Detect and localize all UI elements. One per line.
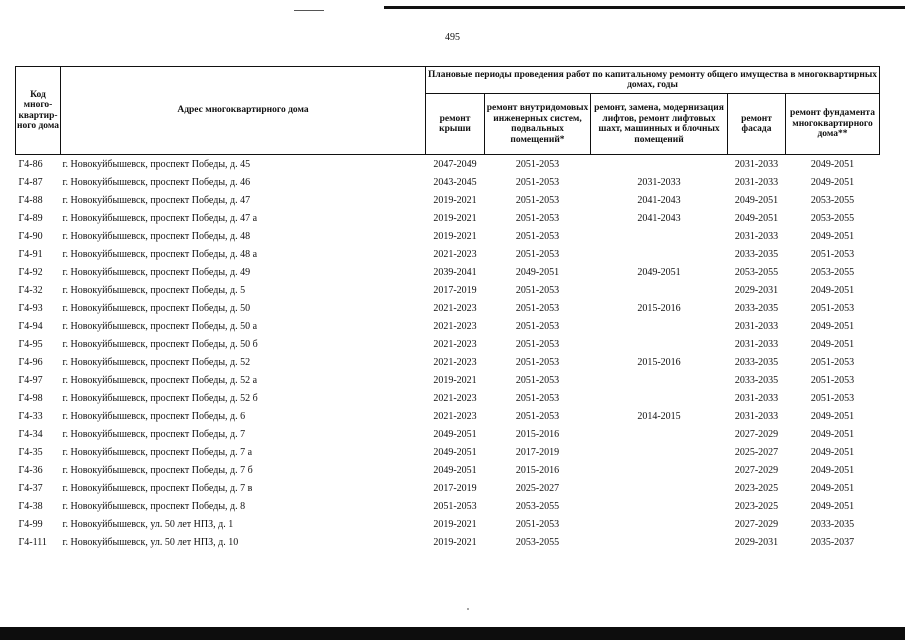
cell-engineering: 2051-2053 (515, 176, 560, 188)
cell-foundation: 2049-2051 (810, 500, 855, 512)
cell-foundation: 2049-2051 (810, 176, 855, 188)
cell-foundation: 2049-2051 (810, 464, 855, 476)
cell-address: г. Новокуйбышевск, проспект Победы, д. 7 б (62, 464, 253, 476)
cell-foundation: 2053-2055 (810, 266, 855, 278)
cell-facade: 2033-2035 (734, 248, 779, 260)
table-row (16, 335, 880, 353)
table-row (16, 425, 880, 443)
cell-roof: 2021-2023 (433, 320, 477, 332)
cell-facade: 2031-2033 (734, 230, 779, 242)
cell-roof: 2019-2021 (433, 230, 477, 242)
cell-facade: 2031-2033 (734, 158, 779, 170)
cell-lifts (591, 245, 728, 263)
cell-roof: 2019-2021 (433, 518, 477, 530)
cell-foundation: 2049-2051 (810, 158, 855, 170)
table-row (16, 299, 880, 317)
cell-foundation: 2051-2053 (810, 302, 855, 314)
cell-foundation: 2049-2051 (810, 230, 855, 242)
cell-facade: 2031-2033 (734, 338, 779, 350)
cell-foundation: 2051-2053 (810, 356, 855, 368)
cell-facade: 2031-2033 (734, 410, 779, 422)
cell-code: Г4-90 (18, 230, 43, 242)
cell-facade: 2033-2035 (734, 356, 779, 368)
cell-facade: 2029-2031 (734, 536, 779, 548)
cell-lifts (591, 227, 728, 245)
cell-code: Г4-37 (18, 482, 43, 494)
table-row (16, 353, 880, 371)
cell-foundation: 2053-2055 (810, 194, 855, 206)
cell-engineering: 2025-2027 (515, 482, 560, 494)
cell-engineering: 2053-2055 (515, 536, 560, 548)
cell-foundation: 2051-2053 (810, 248, 855, 260)
cell-lifts (591, 461, 728, 479)
cell-facade: 2033-2035 (734, 374, 779, 386)
cell-address: г. Новокуйбышевск, проспект Победы, д. 46 (62, 176, 251, 188)
cell-facade: 2025-2027 (734, 446, 779, 458)
cell-roof: 2021-2023 (433, 302, 477, 314)
cell-lifts (591, 155, 728, 174)
cell-code: Г4-88 (18, 194, 43, 206)
cell-roof: 2017-2019 (433, 284, 477, 296)
cell-foundation: 2049-2051 (810, 338, 855, 350)
cell-lifts (591, 317, 728, 335)
cell-lifts (591, 389, 728, 407)
cell-address: г. Новокуйбышевск, проспект Победы, д. 8 (62, 500, 246, 512)
cell-lifts (591, 533, 728, 551)
table-row (16, 281, 880, 299)
cell-address: г. Новокуйбышевск, проспект Победы, д. 50 (62, 302, 251, 314)
cell-facade: 2027-2029 (734, 428, 779, 440)
schedule-table-wrapper (15, 66, 880, 551)
cell-roof: 2019-2021 (433, 536, 477, 548)
cell-code: Г4-93 (18, 302, 43, 314)
cell-foundation: 2049-2051 (810, 410, 855, 422)
cell-foundation: 2035-2037 (810, 536, 855, 548)
cell-engineering: 2051-2053 (515, 392, 560, 404)
table-row (16, 263, 880, 281)
cell-lifts (591, 497, 728, 515)
cell-engineering: 2051-2053 (515, 338, 560, 350)
cell-code: Г4-97 (18, 374, 43, 386)
cell-code: Г4-32 (18, 284, 43, 296)
header-periods-group: Плановые периоды проведения работ по капитальному ремонту общего имущества в многоквартирных домах, годы (426, 67, 880, 94)
header-engineering: ремонт внутридомовых инженерных систем, подвальных помещений* (485, 94, 591, 155)
cell-lifts: 2015-2016 (637, 302, 681, 314)
cell-code: Г4-86 (18, 158, 43, 170)
cell-foundation: 2049-2051 (810, 446, 855, 458)
cell-code: Г4-91 (18, 248, 43, 260)
cell-address: г. Новокуйбышевск, проспект Победы, д. 7 (62, 428, 246, 440)
header-foundation: ремонт фундамента многоквартирного дома** (786, 94, 880, 155)
cell-code: Г4-34 (18, 428, 43, 440)
table-row (16, 515, 880, 533)
cell-address: г. Новокуйбышевск, проспект Победы, д. 49 (62, 266, 251, 278)
table-row (16, 407, 880, 425)
cell-engineering: 2051-2053 (515, 410, 560, 422)
cell-engineering: 2053-2055 (515, 500, 560, 512)
cell-code: Г4-96 (18, 356, 43, 368)
cell-facade: 2027-2029 (734, 518, 779, 530)
cell-engineering: 2051-2053 (515, 230, 560, 242)
cell-roof: 2049-2051 (433, 464, 477, 476)
table-row (16, 461, 880, 479)
cell-code: Г4-89 (18, 212, 43, 224)
cell-engineering: 2051-2053 (515, 302, 560, 314)
cell-engineering: 2051-2053 (515, 248, 560, 260)
table-row (16, 389, 880, 407)
cell-lifts (591, 515, 728, 533)
cell-facade: 2049-2051 (734, 194, 779, 206)
cell-address: г. Новокуйбышевск, проспект Победы, д. 48 а (62, 248, 258, 260)
repair-schedule-table (15, 66, 880, 551)
cell-code: Г4-95 (18, 338, 43, 350)
table-row (16, 479, 880, 497)
table-row (16, 155, 880, 174)
cell-foundation: 2033-2035 (810, 518, 855, 530)
cell-engineering: 2051-2053 (515, 194, 560, 206)
cell-lifts: 2014-2015 (637, 410, 681, 422)
cell-foundation: 2051-2053 (810, 392, 855, 404)
cell-code: Г4-38 (18, 500, 43, 512)
cell-roof: 2051-2053 (433, 500, 477, 512)
cell-address: г. Новокуйбышевск, ул. 50 лет НПЗ, д. 10 (62, 536, 239, 548)
cell-engineering: 2051-2053 (515, 320, 560, 332)
cell-foundation: 2049-2051 (810, 428, 855, 440)
cell-address: г. Новокуйбышевск, проспект Победы, д. 52 а (62, 374, 258, 386)
cell-facade: 2033-2035 (734, 302, 779, 314)
cell-roof: 2021-2023 (433, 338, 477, 350)
header-lifts: ремонт, замена, модернизация лифтов, ремонт лифтовых шахт, машинных и блочных помещений (591, 94, 728, 155)
cell-engineering: 2017-2019 (515, 446, 560, 458)
cell-roof: 2019-2021 (433, 194, 477, 206)
cell-engineering: 2049-2051 (515, 266, 560, 278)
cell-engineering: 2015-2016 (515, 428, 560, 440)
cell-address: г. Новокуйбышевск, проспект Победы, д. 7 в (62, 482, 253, 494)
cell-address: г. Новокуйбышевск, проспект Победы, д. 47 а (62, 212, 258, 224)
cell-roof: 2019-2021 (433, 212, 477, 224)
cell-lifts (591, 281, 728, 299)
header-address: Адрес многоквартирного дома (61, 67, 426, 155)
table-row (16, 209, 880, 227)
cell-foundation: 2049-2051 (810, 320, 855, 332)
cell-code: Г4-35 (18, 446, 43, 458)
cell-address: г. Новокуйбышевск, проспект Победы, д. 7 а (62, 446, 253, 458)
cell-address: г. Новокуйбышевск, проспект Победы, д. 6 (62, 410, 246, 422)
cell-foundation: 2053-2055 (810, 212, 855, 224)
table-row (16, 533, 880, 551)
cell-facade: 2049-2051 (734, 212, 779, 224)
cell-engineering: 2051-2053 (515, 212, 560, 224)
cell-code: Г4-36 (18, 464, 43, 476)
cell-foundation: 2049-2051 (810, 482, 855, 494)
cell-facade: 2029-2031 (734, 284, 779, 296)
cell-code: Г4-87 (18, 176, 43, 188)
top-rule (384, 6, 905, 9)
cell-roof: 2021-2023 (433, 356, 477, 368)
cell-engineering: 2051-2053 (515, 374, 560, 386)
cell-foundation: 2051-2053 (810, 374, 855, 386)
table-row (16, 173, 880, 191)
cell-lifts: 2041-2043 (637, 194, 681, 206)
scan-bottom-edge (0, 627, 905, 640)
cell-lifts: 2015-2016 (637, 356, 681, 368)
cell-roof: 2021-2023 (433, 392, 477, 404)
table-row (16, 245, 880, 263)
cell-lifts (591, 479, 728, 497)
cell-facade: 2023-2025 (734, 482, 779, 494)
cell-facade: 2027-2029 (734, 464, 779, 476)
cell-roof: 2049-2051 (433, 446, 477, 458)
cell-address: г. Новокуйбышевск, проспект Победы, д. 5 (62, 284, 246, 296)
cell-address: г. Новокуйбышевск, проспект Победы, д. 52 б (62, 392, 258, 404)
cell-lifts: 2041-2043 (637, 212, 681, 224)
cell-code: Г4-111 (18, 536, 47, 548)
cell-facade: 2053-2055 (734, 266, 779, 278)
cell-facade: 2023-2025 (734, 500, 779, 512)
cell-facade: 2031-2033 (734, 320, 779, 332)
cell-address: г. Новокуйбышевск, проспект Победы, д. 52 (62, 356, 251, 368)
table-row (16, 191, 880, 209)
cell-engineering: 2015-2016 (515, 464, 560, 476)
cell-address: г. Новокуйбышевск, проспект Победы, д. 48 (62, 230, 251, 242)
cell-address: г. Новокуйбышевск, проспект Победы, д. 50 а (62, 320, 258, 332)
table-row (16, 317, 880, 335)
cell-code: Г4-92 (18, 266, 43, 278)
table-row (16, 497, 880, 515)
cell-roof: 2021-2023 (433, 410, 477, 422)
cell-address: г. Новокуйбышевск, ул. 50 лет НПЗ, д. 1 (62, 518, 234, 530)
cell-roof: 2019-2021 (433, 374, 477, 386)
table-header (16, 67, 880, 155)
cell-roof: 2017-2019 (433, 482, 477, 494)
cell-code: Г4-99 (18, 518, 43, 530)
scan-mark (294, 10, 324, 11)
cell-engineering: 2051-2053 (515, 284, 560, 296)
table-row (16, 371, 880, 389)
header-facade: ремонт фасада (728, 94, 786, 155)
cell-lifts (591, 335, 728, 353)
cell-code: Г4-33 (18, 410, 43, 422)
cell-address: г. Новокуйбышевск, проспект Победы, д. 45 (62, 158, 251, 170)
cell-engineering: 2051-2053 (515, 518, 560, 530)
cell-roof: 2047-2049 (433, 158, 477, 170)
cell-address: г. Новокуйбышевск, проспект Победы, д. 47 (62, 194, 251, 206)
table-body (16, 155, 880, 552)
header-roof: ремонт крыши (426, 94, 485, 155)
page-number: 495 (445, 32, 460, 43)
cell-engineering: 2051-2053 (515, 158, 560, 170)
cell-facade: 2031-2033 (734, 176, 779, 188)
table-row (16, 443, 880, 461)
cell-facade: 2031-2033 (734, 392, 779, 404)
cell-address: г. Новокуйбышевск, проспект Победы, д. 50 б (62, 338, 258, 350)
cell-roof: 2049-2051 (433, 428, 477, 440)
header-code: Код много-квартир-ного дома (16, 67, 61, 155)
cell-lifts: 2031-2033 (637, 176, 681, 188)
scan-speck (467, 608, 469, 610)
cell-roof: 2043-2045 (433, 176, 477, 188)
cell-engineering: 2051-2053 (515, 356, 560, 368)
cell-roof: 2039-2041 (433, 266, 477, 278)
cell-code: Г4-98 (18, 392, 43, 404)
cell-foundation: 2049-2051 (810, 284, 855, 296)
cell-roof: 2021-2023 (433, 248, 477, 260)
cell-code: Г4-94 (18, 320, 43, 332)
table-row (16, 227, 880, 245)
cell-lifts (591, 443, 728, 461)
cell-lifts: 2049-2051 (637, 266, 681, 278)
cell-lifts (591, 425, 728, 443)
cell-lifts (591, 371, 728, 389)
